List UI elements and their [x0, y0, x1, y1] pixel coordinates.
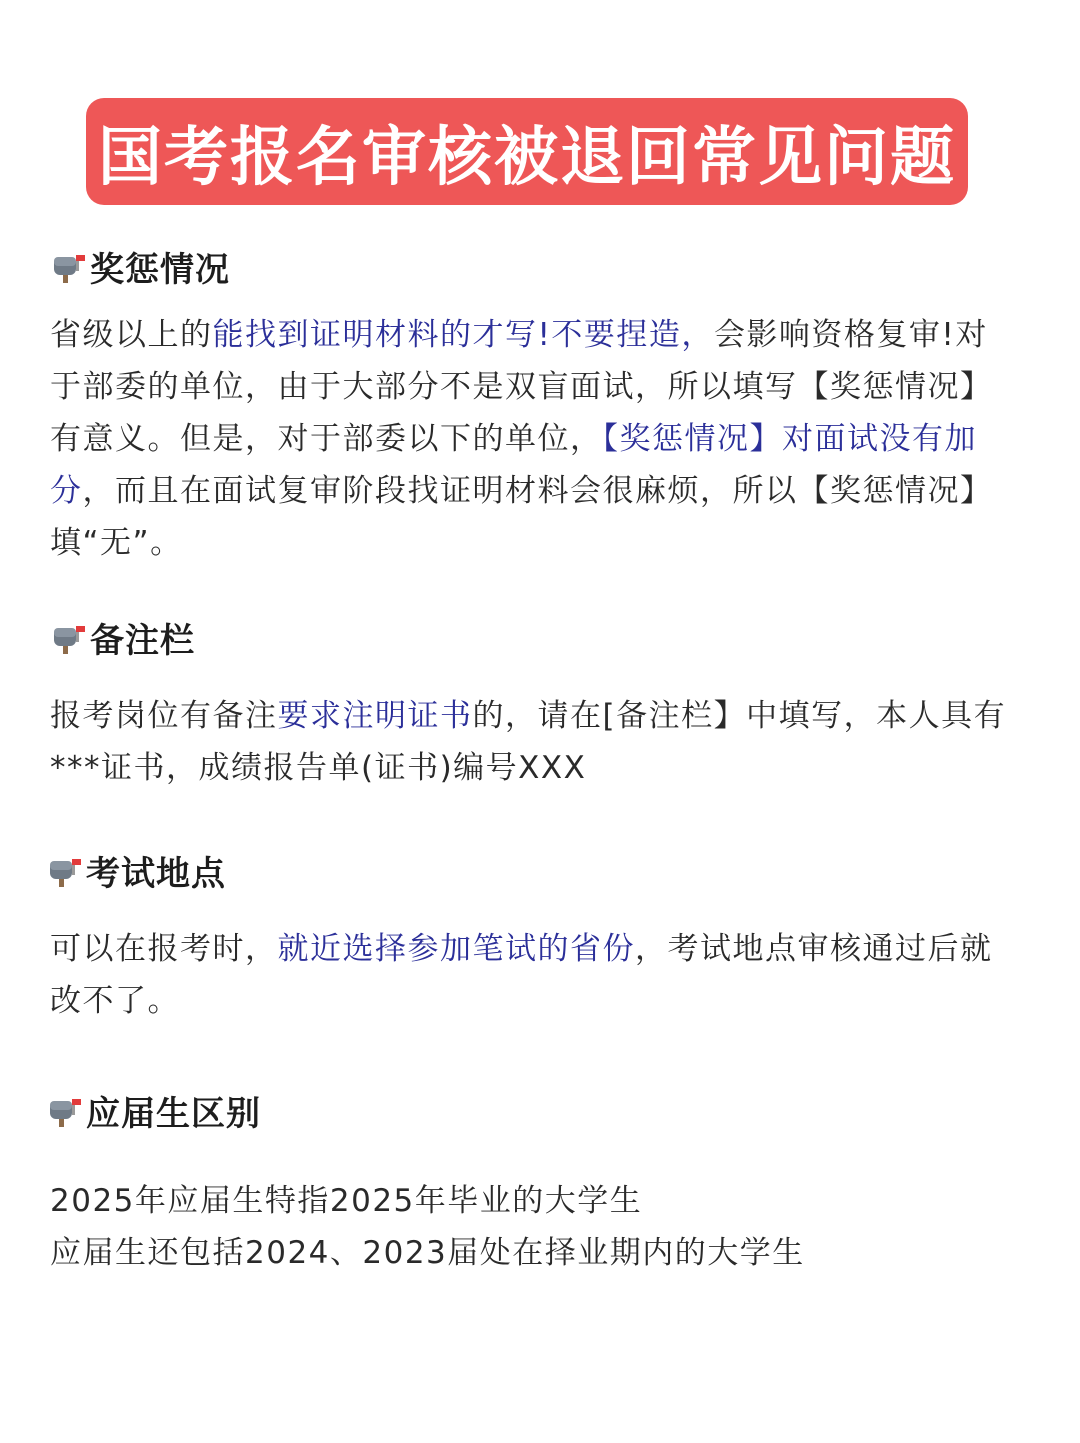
page-title: 国考报名审核被退回常见问题: [98, 120, 956, 195]
section-body: [50, 690, 1010, 794]
section-body: [50, 1175, 1006, 1279]
mailbox-icon: [46, 851, 84, 889]
section-body: [50, 309, 1010, 569]
highlight-text: 【奖惩情况】对面试没有加分: [50, 421, 977, 509]
section-heading-text: 奖惩情况: [90, 249, 230, 290]
section-heading: [46, 847, 1006, 893]
body-text: 的，请在[备注栏】中填写，本人具有***证书，成绩报告单(证书)编号XXX: [50, 698, 1007, 786]
body-line: 2025年应届生特指2025年毕业的大学生: [50, 1183, 643, 1219]
section-rewards: [50, 243, 1010, 569]
body-line: 应届生还包括2024、2023届处在择业期内的大学生: [50, 1235, 805, 1271]
section-heading: [46, 1087, 1006, 1133]
section-heading: [50, 614, 1010, 660]
body-text: ，考试地点审核通过后就改不了。: [50, 931, 993, 1019]
body-text: 报考岗位有备注: [50, 698, 278, 734]
mailbox-icon: [46, 1091, 84, 1129]
section-heading: [50, 243, 1010, 289]
highlight-text: 能找到证明材料的才写!不要捏造，: [212, 317, 714, 353]
section-graduates: [46, 1087, 1006, 1279]
highlight-text: 要求注明证书: [277, 698, 473, 734]
section-heading-text: 考试地点: [86, 853, 226, 894]
body-text: ，而且在面试复审阶段找证明材料会很麻烦，所以【奖惩情况】填“无”。: [50, 473, 993, 561]
mailbox-icon: [50, 247, 88, 285]
section-heading-text: 应届生区别: [86, 1093, 261, 1134]
body-text: 可以在报考时，: [50, 931, 278, 967]
title-banner: [86, 98, 968, 205]
section-exam-location: [46, 847, 1006, 1027]
highlight-text: 就近选择参加笔试的省份: [277, 931, 635, 967]
section-remarks: [50, 614, 1010, 794]
mailbox-icon: [50, 618, 88, 656]
body-text: 省级以上的: [50, 317, 213, 353]
section-heading-text: 备注栏: [90, 620, 195, 661]
section-body: [50, 923, 1006, 1027]
body-text: 会影响资格复审!对于部委的单位，由于大部分不是双盲面试，所以填写【奖惩情况】有意义。但是，对于部委以下的单位，: [50, 317, 993, 457]
